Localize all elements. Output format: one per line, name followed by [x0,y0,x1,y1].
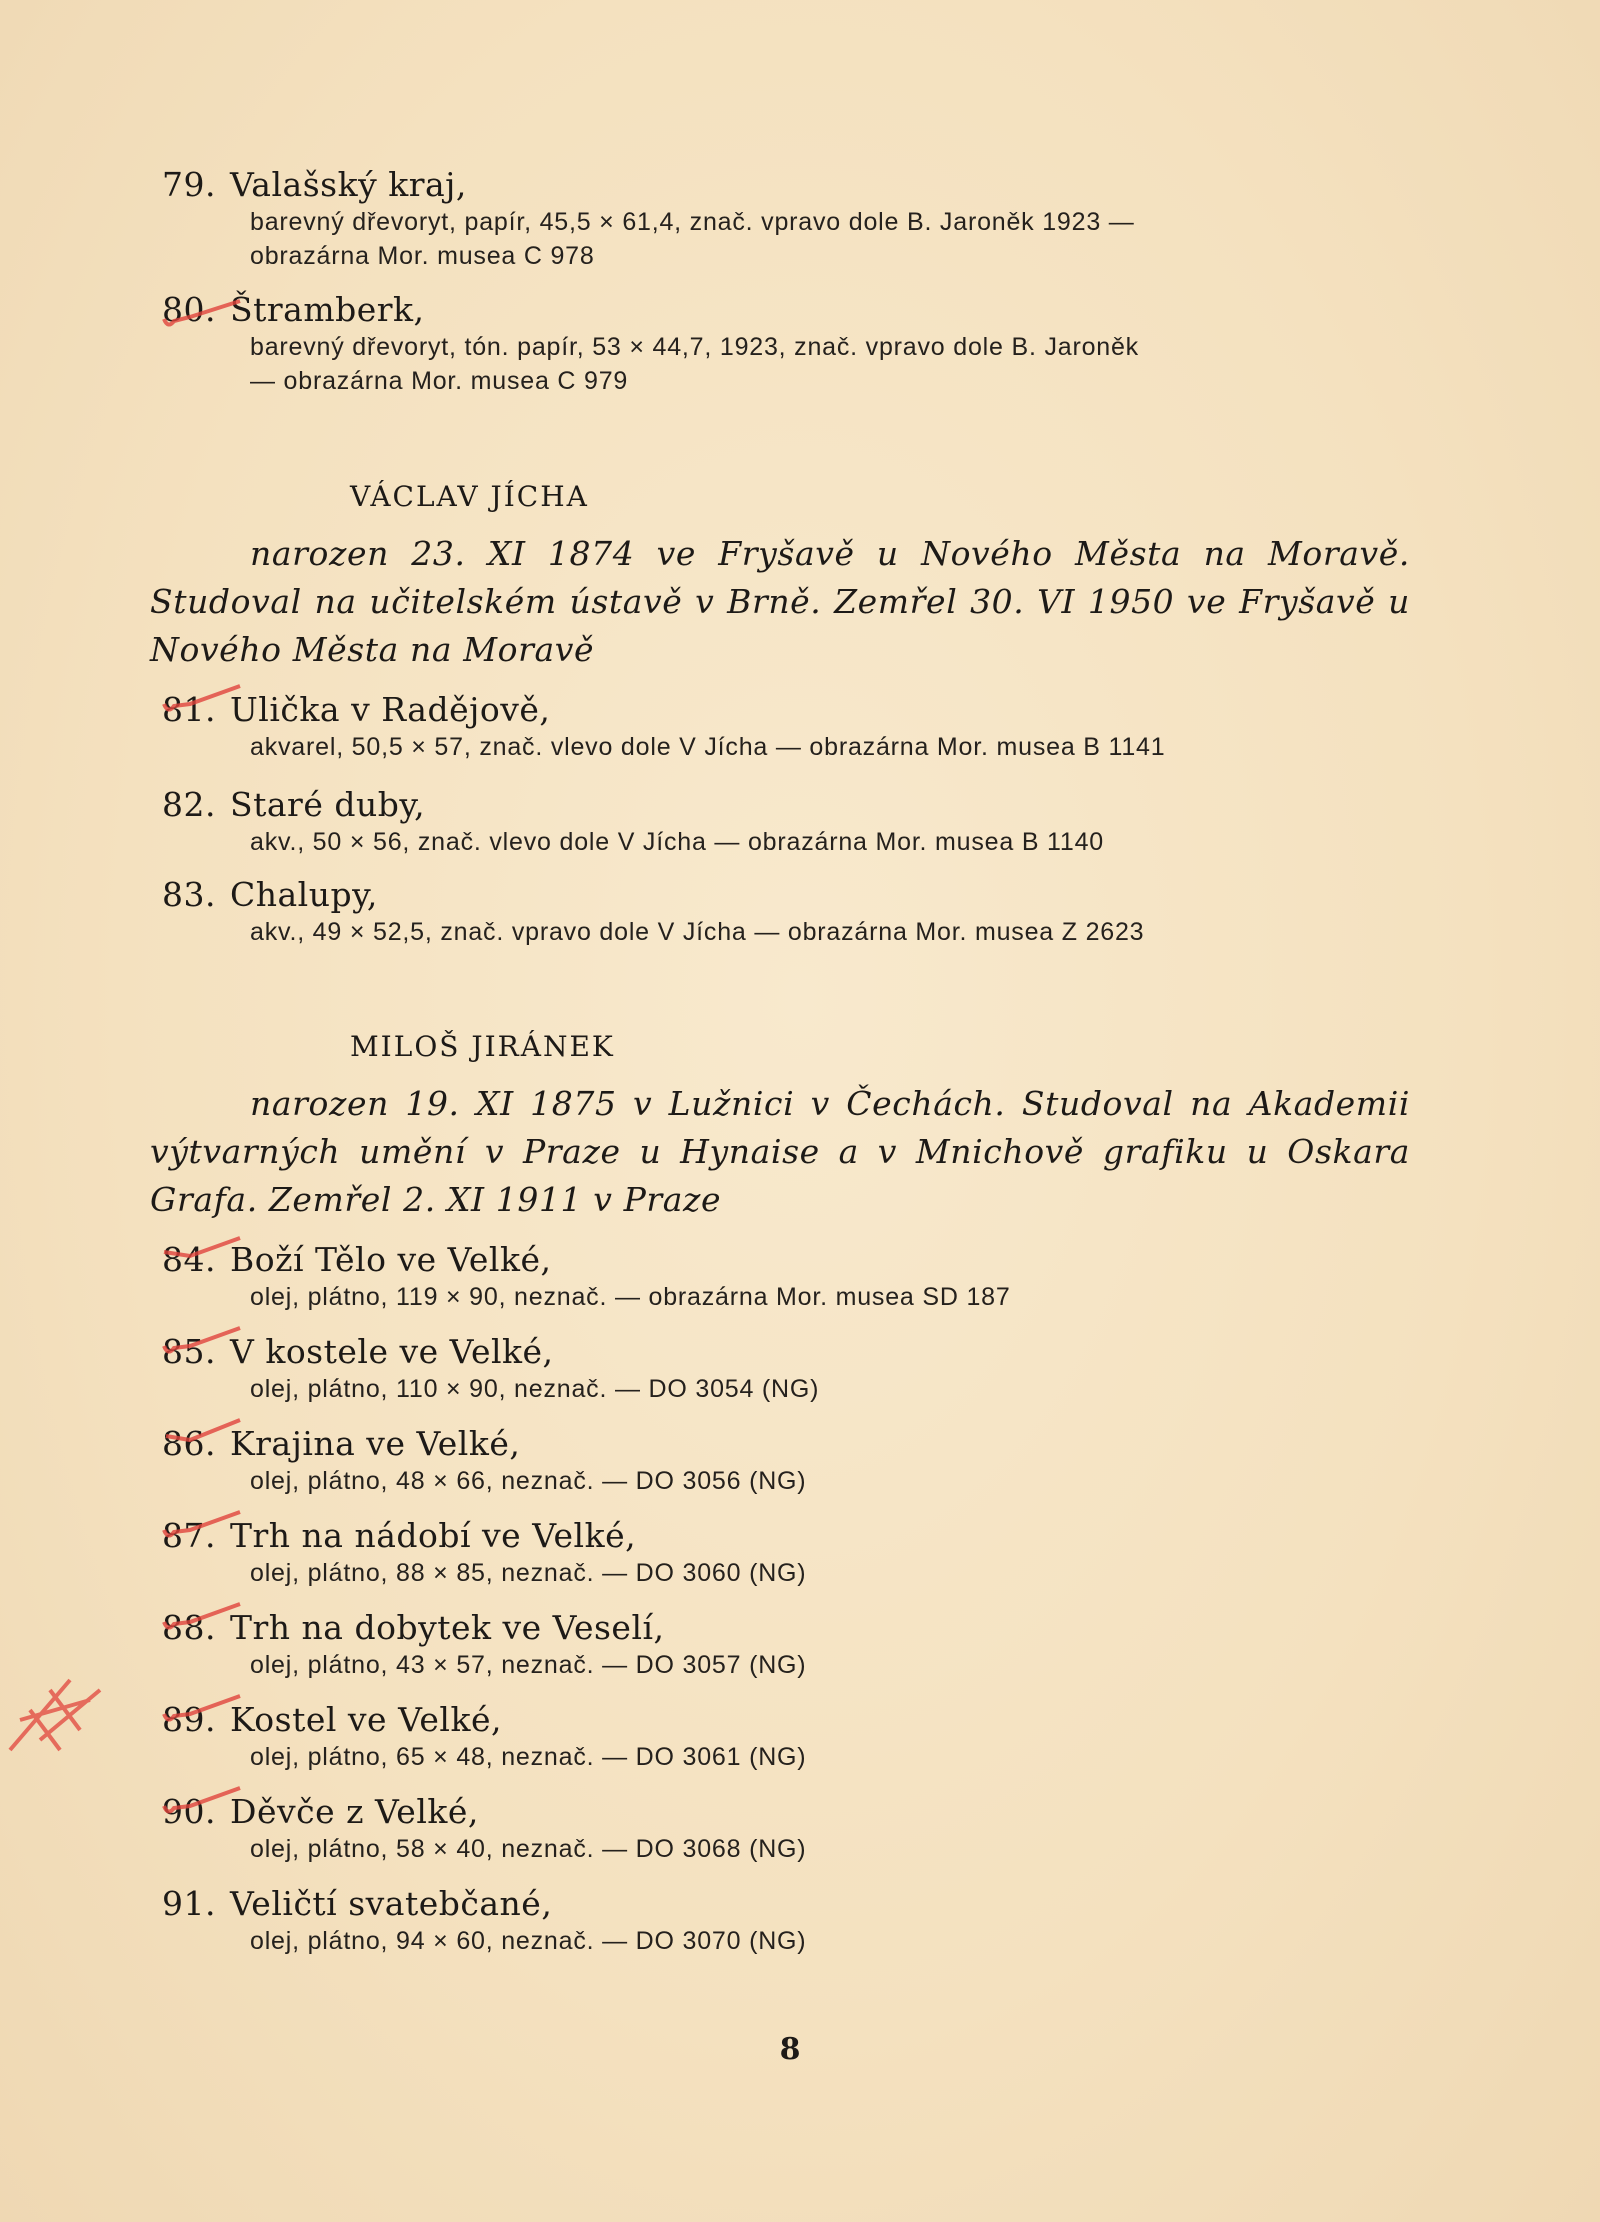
entry-description: olej, plátno, 94 × 60, neznač. — DO 3070 (NG) [250,1927,807,1955]
entry-heading [150,1792,1410,1832]
entry-number: 81. [162,690,216,729]
entry-number: 83. [162,875,216,914]
entry-description: barevný dřevoryt, tón. papír, 53 × 44,7, 1923, znač. vpravo dole B. Jaroněk [250,333,1139,361]
entry-number: 89. [162,1700,216,1739]
artist-biography: narozen 23. XI 1874 ve Fryšavě u Nového Města na Moravě. Studoval na učitelském ústavě v Brně. Zemřel 30. VI 1950 ve Fryšavě u Nového Města na Moravě [150,534,1410,669]
red-margin-scribble-icon [0,1660,110,1770]
artist-name: VÁCLAV JÍCHA [350,480,589,513]
entry-number: 82. [162,785,216,824]
entry-title: Staré duby, [230,785,426,824]
entry-title: Štramberk, [230,290,425,329]
catalog-entry [150,1516,1410,1590]
entry-title: Trh na dobytek ve Veselí, [230,1608,665,1647]
entry-number: 91. [162,1884,216,1923]
entry-title: Ulička v Radějově, [230,690,551,729]
catalog-entry [150,1608,1410,1682]
entry-description: olej, plátno, 110 × 90, neznač. — DO 3054 (NG) [250,1375,820,1403]
artist-name: MILOŠ JIRÁNEK [350,1030,615,1063]
entry-number: 79. [162,165,216,204]
entry-description: olej, plátno, 119 × 90, neznač. — obrazárna Mor. musea SD 187 [250,1283,1011,1311]
entry-number: 85. [162,1332,216,1371]
entry-title: Boží Tělo ve Velké, [230,1240,552,1279]
catalog-entry [150,1240,1410,1314]
catalog-entry [150,785,1410,859]
entry-heading [150,875,1410,915]
catalog-entry [150,690,1410,764]
catalog-entry [150,1792,1410,1866]
entry-heading [150,165,1410,205]
entry-heading [150,1424,1410,1464]
entry-description: barevný dřevoryt, papír, 45,5 × 61,4, znač. vpravo dole B. Jaroněk 1923 — [250,208,1135,236]
entry-description: olej, plátno, 58 × 40, neznač. — DO 3068 (NG) [250,1835,807,1863]
entry-description-line2: obrazárna Mor. musea C 978 [250,242,595,270]
entry-heading [150,1884,1410,1924]
entry-number: 80. [162,290,216,329]
entry-heading [150,1516,1410,1556]
entry-description: olej, plátno, 48 × 66, neznač. — DO 3056 (NG) [250,1467,807,1495]
entry-heading [150,1240,1410,1280]
entry-description: olej, plátno, 43 × 57, neznač. — DO 3057 (NG) [250,1651,807,1679]
entry-number: 87. [162,1516,216,1555]
entry-heading [150,290,1410,330]
catalog-entry [150,1700,1410,1774]
entry-heading [150,1608,1410,1648]
catalog-entry [150,1332,1410,1406]
entry-title: Trh na nádobí ve Velké, [230,1516,637,1555]
entry-number: 84. [162,1240,216,1279]
entry-description: olej, plátno, 88 × 85, neznač. — DO 3060 (NG) [250,1559,807,1587]
entry-heading [150,690,1410,730]
catalog-entry [150,1424,1410,1498]
entry-number: 86. [162,1424,216,1463]
catalog-entry [150,290,1410,398]
entry-heading [150,1332,1410,1372]
entry-number: 88. [162,1608,216,1647]
entry-description-line2: — obrazárna Mor. musea C 979 [250,367,629,395]
entry-description: akvarel, 50,5 × 57, znač. vlevo dole V Jícha — obrazárna Mor. musea B 1141 [250,733,1166,761]
entry-title: Kostel ve Velké, [230,1700,502,1739]
artist-biography: narozen 19. XI 1875 v Lužnici v Čechách. Studoval na Akademii výtvarných umění v Praze u Hynaise a v Mnichově grafiku u Oskara Grafa. Zemřel 2. XI 1911 v Praze [150,1084,1410,1219]
entry-title: Veličtí svatebčané, [230,1884,553,1923]
catalog-entry [150,165,1410,273]
entry-description: akv., 49 × 52,5, znač. vpravo dole V Jícha — obrazárna Mor. musea Z 2623 [250,918,1145,946]
page-number: 8 [779,2032,801,2067]
entry-title: Děvče z Velké, [230,1792,479,1831]
catalog-entry [150,875,1410,949]
entry-heading [150,785,1410,825]
entry-title: Krajina ve Velké, [230,1424,521,1463]
entry-number: 90. [162,1792,216,1831]
entry-heading [150,1700,1410,1740]
entry-title: V kostele ve Velké, [230,1332,554,1371]
entry-description: olej, plátno, 65 × 48, neznač. — DO 3061 (NG) [250,1743,807,1771]
entry-title: Chalupy, [230,875,378,914]
entry-title: Valašský kraj, [230,165,467,204]
entry-description: akv., 50 × 56, znač. vlevo dole V Jícha — obrazárna Mor. musea B 1140 [250,828,1105,856]
catalog-entry [150,1884,1410,1958]
